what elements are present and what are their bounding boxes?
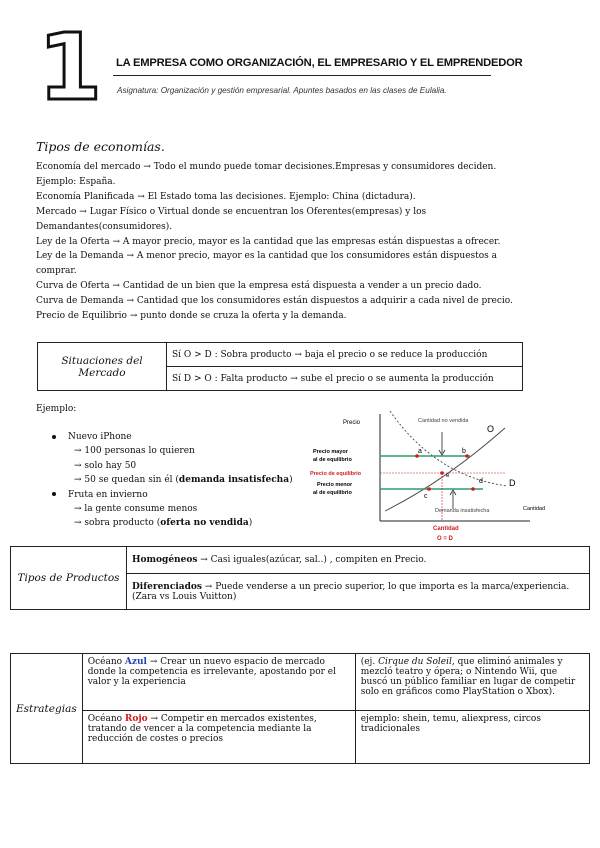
differentiated-row xyxy=(127,574,590,610)
text-line: comprar. xyxy=(36,266,77,277)
bullet-icon xyxy=(52,435,56,439)
list-item-label: Fruta en invierno xyxy=(68,489,148,500)
text-line: Curva de Demanda → Cantidad que los consumidores están dispuestos a adquirir a cada nivel de precio. xyxy=(36,296,513,307)
point-label: e xyxy=(446,473,450,479)
text-line: Ley de la Oferta → A mayor precio, mayor es la cantidad que las empresas están dispuestas a ofrecer. xyxy=(36,236,501,247)
italic-term: Cirque du Soleil xyxy=(378,657,452,667)
text-span: → Competir en mercados existentes, tratando de vencer a la competencia mediante la reducción de costes o precios xyxy=(87,714,317,744)
text-span: Océano xyxy=(87,657,125,667)
supply-label: O xyxy=(487,424,495,434)
text-line: Ejemplo: España. xyxy=(36,176,116,187)
product-types-table xyxy=(10,546,590,610)
bold-term: demanda insatisfecha xyxy=(178,475,290,486)
equilibrium-quantity-label: O = D xyxy=(437,536,453,542)
text-line: Demandantes(consumidores). xyxy=(36,221,173,232)
text-line: Ley de la Demanda → A menor precio, mayor es la cantidad que los consumidores están dispuestos a xyxy=(36,251,498,262)
bold-term: oferta no vendida xyxy=(160,518,249,529)
text-span: ) xyxy=(289,475,293,486)
point-label: b xyxy=(462,448,466,455)
text-span: → Puede venderse a un precio superior, lo que importa es la marca/experiencia. (Zara vs Louis Vuitton) xyxy=(132,581,570,602)
page-subtitle: Asignatura: Organización y gestión empresarial. Apuntes basados en las clases de Eulalia. xyxy=(117,86,447,95)
red-ocean-example: ejemplo: shein, temu, aliexpress, circos tradicionales xyxy=(355,711,589,764)
supply-demand-diagram xyxy=(305,406,565,546)
title-divider xyxy=(113,75,491,76)
text-span: → Crear un nuevo espacio de mercado donde la competencia es irrelevante, apostando por el valor y la experiencia xyxy=(87,657,336,687)
demand-label: D xyxy=(509,478,516,488)
text-span: → sobra producto ( xyxy=(74,518,161,529)
bold-term: Diferenciados xyxy=(132,581,202,592)
supply-curve xyxy=(385,428,505,511)
point-e xyxy=(440,471,444,475)
bold-term: Homogéneos xyxy=(132,555,198,565)
point-label: c xyxy=(424,493,428,500)
text-span: → Casi iguales(azúcar, sal..) , compiten en Precio. xyxy=(197,555,427,565)
point-label: d xyxy=(479,478,483,485)
list-item xyxy=(52,488,293,502)
chapter-number: 1 xyxy=(38,14,101,121)
page-title: LA EMPRESA COMO ORGANIZACIÓN, EL EMPRESARIO Y EL EMPRENDEDOR xyxy=(116,57,523,69)
blue-word: Azul xyxy=(124,657,147,667)
section-title: Tipos de economías. xyxy=(36,139,165,154)
point-c xyxy=(427,487,431,491)
bullet-icon xyxy=(52,492,56,496)
text-line: Precio de Equilibrio → punto donde se cruza la oferta y la demanda. xyxy=(36,311,347,322)
market-situations-table xyxy=(37,342,523,391)
market-situations-label: Situaciones del Mercado xyxy=(38,343,167,391)
surplus-row: Sí O > D : Sobra producto → baja el precio o se reduce la producción xyxy=(167,343,523,367)
x-axis-label: Cantidad xyxy=(523,506,546,512)
point-label: a xyxy=(418,448,422,455)
unmet-demand-note: Demanda insatisfecha xyxy=(435,508,490,514)
example-list xyxy=(52,430,293,531)
shortage-row: Sí D > O : Falta producto → sube el precio o se aumenta la producción xyxy=(167,367,523,391)
point-d xyxy=(471,487,475,491)
high-price-label: al de equilibrio xyxy=(313,457,352,463)
product-types-label: Tipos de Productos xyxy=(11,547,127,610)
list-subitem xyxy=(52,516,293,530)
text-span: (ej. xyxy=(360,657,379,667)
high-price-label: Precio mayor xyxy=(313,449,348,455)
strategies-table xyxy=(10,653,590,764)
red-word: Rojo xyxy=(124,714,148,724)
red-ocean-cell xyxy=(82,711,355,764)
list-subitem: → la gente consume menos xyxy=(74,504,198,515)
low-price-label: al de equilibrio xyxy=(313,490,352,496)
text-line: Curva de Oferta → Cantidad de un bien que la empresa está dispuesta a vender a un precio dado. xyxy=(36,281,482,292)
example-label: Ejemplo: xyxy=(36,404,77,414)
text-span: , que eliminó animales y mezcló teatro y ópera; o Nintendo Wii, que buscó un público familiar en lugar de competir solo en gráficos como PlayStation o Xbox). xyxy=(360,657,576,697)
list-item xyxy=(52,430,293,444)
text-line: Economía Planificada → El Estado toma las decisiones. Ejemplo: China (dictadura). xyxy=(36,191,416,202)
text-line: Economía del mercado → Todo el mundo puede tomar decisiones.Empresas y consumidores deciden. xyxy=(36,162,497,172)
economy-definitions xyxy=(36,160,546,324)
y-axis-label: Precio xyxy=(343,420,361,426)
list-subitem: → solo hay 50 xyxy=(74,460,137,471)
text-span: Océano xyxy=(87,714,125,724)
text-line: Mercado → Lugar Físico o Virtual donde se encuentran los Oferentes(empresas) y los xyxy=(36,206,427,217)
list-subitem xyxy=(52,473,293,487)
homogeneous-row xyxy=(127,547,590,574)
equilibrium-quantity-label: Cantidad xyxy=(433,526,459,532)
blue-ocean-cell xyxy=(82,654,355,711)
blue-ocean-example xyxy=(355,654,589,711)
text-span: → 50 se quedan sin él ( xyxy=(74,475,179,486)
equilibrium-price-label: Precio de equilibrio xyxy=(310,471,362,477)
strategies-label: Estrategias xyxy=(11,654,83,764)
low-price-label: Precio menor xyxy=(317,482,353,488)
list-subitem: → 100 personas lo quieren xyxy=(74,446,195,457)
unsold-quantity-note: Cantidad no vendida xyxy=(418,418,469,424)
text-span: ) xyxy=(248,518,253,529)
list-item-label: Nuevo iPhone xyxy=(68,432,132,442)
